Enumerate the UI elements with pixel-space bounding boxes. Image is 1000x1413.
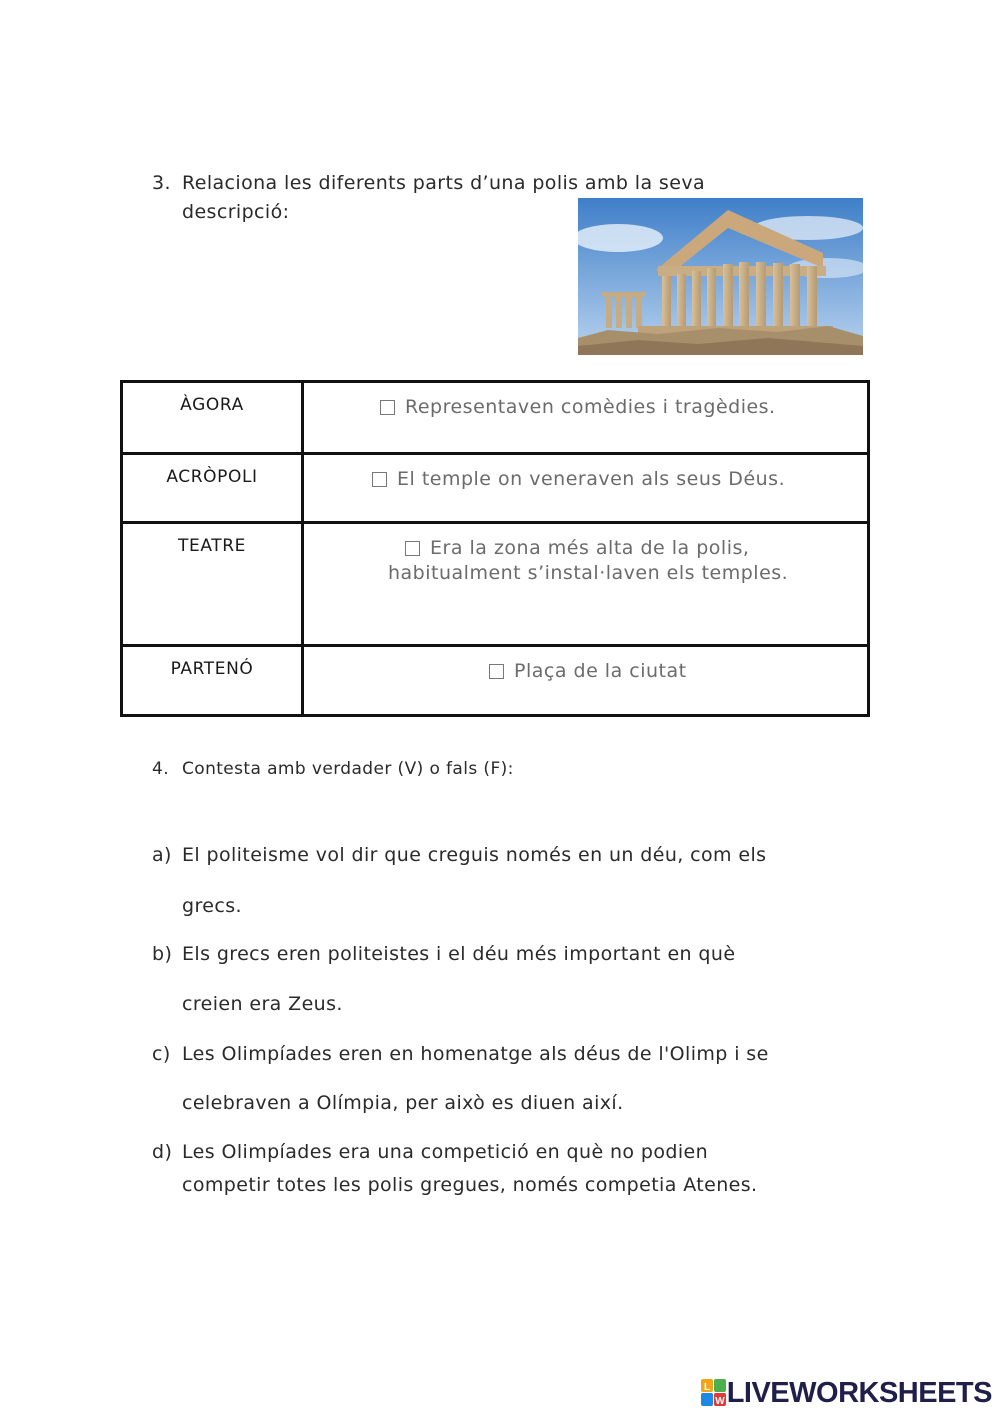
item-b-text-cont: creien era Zeus.	[182, 993, 343, 1015]
exercise-3-instruction: Relaciona les diferents parts d’una polis amb la seva	[182, 172, 706, 194]
item-d-letter: d)	[152, 1141, 173, 1163]
item-b-text: Els grecs eren politeistes i el déu més important en què	[182, 943, 736, 965]
option-text: Plaça de la ciutat	[514, 660, 687, 682]
logo-badge-letter: L	[703, 1382, 710, 1393]
item-c-letter: c)	[152, 1043, 171, 1065]
table-row	[122, 454, 869, 523]
matching-table	[120, 380, 870, 717]
item-c-text: Les Olimpíades eren en homenatge als déus de l'Olimp i se	[182, 1043, 769, 1065]
checkbox[interactable]	[405, 541, 420, 556]
parthenon-photo	[578, 198, 863, 355]
option-text: Representaven comèdies i tragèdies.	[405, 396, 776, 418]
term-cell	[122, 454, 303, 523]
option-text-cont: habitualment s’instal·laven els temples.	[388, 562, 789, 584]
exercise-3-instruction-cont: descripció:	[182, 201, 290, 223]
term-cell	[122, 523, 303, 646]
item-d-text: Les Olimpíades era una competició en què no podien	[182, 1141, 709, 1163]
description-cell	[303, 646, 869, 716]
term-teatre: TEATRE	[178, 536, 246, 556]
exercise-3-number: 3.	[152, 172, 171, 194]
exercise-4-number: 4.	[152, 759, 170, 779]
liveworksheets-logo	[701, 1377, 992, 1409]
table-row	[122, 382, 869, 454]
term-agora: ÀGORA	[180, 395, 244, 415]
term-acropoli: ACRÒPOLI	[166, 467, 258, 487]
item-b-letter: b)	[152, 943, 173, 965]
checkbox[interactable]	[489, 664, 504, 679]
item-a-text-cont: grecs.	[182, 895, 242, 917]
description-cell	[303, 382, 869, 454]
description-cell	[303, 523, 869, 646]
item-d-text-cont: competir totes les polis gregues, només competia Atenes.	[182, 1174, 758, 1196]
checkbox[interactable]	[380, 400, 395, 415]
logo-badge-icon	[701, 1379, 727, 1407]
option-text: Era la zona més alta de la polis,	[430, 537, 750, 559]
logo-badge-letter: W	[714, 1396, 725, 1407]
term-parteno: PARTENÓ	[170, 659, 254, 679]
option-text: El temple on veneraven als seus Déus.	[397, 468, 786, 490]
item-c-text-cont: celebraven a Olímpia, per això es diuen així.	[182, 1092, 624, 1114]
term-cell	[122, 646, 303, 716]
exercise-4-instruction: Contesta amb verdader (V) o fals (F):	[182, 759, 514, 779]
item-a-letter: a)	[152, 844, 172, 866]
table-row	[122, 523, 869, 646]
checkbox[interactable]	[372, 472, 387, 487]
table-row	[122, 646, 869, 716]
description-cell	[303, 454, 869, 523]
logo-text: LIVEWORKSHEETS	[726, 1376, 992, 1409]
item-a-text: El politeisme vol dir que creguis només en un déu, com els	[182, 844, 767, 866]
term-cell	[122, 382, 303, 454]
